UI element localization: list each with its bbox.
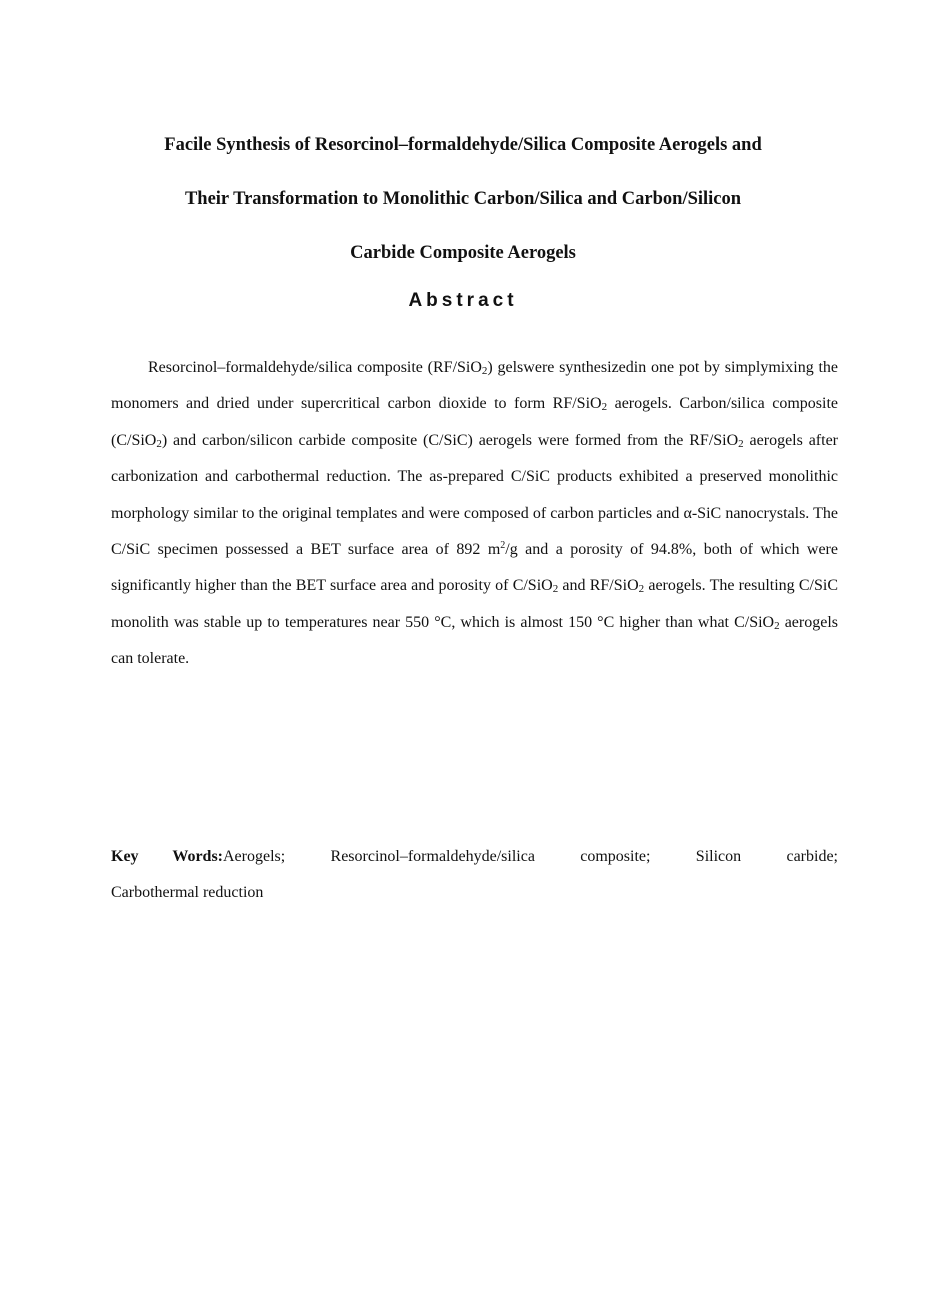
subscript: 2 xyxy=(638,583,645,596)
subscript: 2 xyxy=(481,365,488,377)
subscript: 2 xyxy=(156,437,162,450)
keyword-item: Silicon xyxy=(695,848,742,865)
keyword-group xyxy=(111,839,285,875)
keywords-label xyxy=(111,839,223,875)
abstract-text: and RF/SiO xyxy=(558,577,639,595)
keywords-label-key: Key xyxy=(111,848,139,865)
keywords-line-1 xyxy=(111,839,838,875)
keyword-item: Resorcinol–formaldehyde/silica xyxy=(330,848,535,865)
keyword-item: carbide; xyxy=(786,848,838,865)
abstract-heading: Abstract xyxy=(408,290,518,311)
keyword-item: composite; xyxy=(580,848,651,865)
paper-title xyxy=(100,118,826,280)
abstract-text: aerogels. Carbon/silica composite (C/SiO xyxy=(111,395,838,449)
abstract-body xyxy=(111,350,838,678)
subscript: 2 xyxy=(774,619,780,632)
abstract-paragraph xyxy=(111,350,838,678)
subscript: 2 xyxy=(552,583,559,596)
abstract-text: aerogels. The resulting C/SiC monolith was stable up to temperatures near 550 °C, which is almost 150 °C higher than what C/SiO xyxy=(111,577,838,631)
abstract-text: /g and a porosity of 94.8%, both of which were significantly higher than the BET surface area and porosity of C/SiO xyxy=(111,541,838,595)
keyword-item: Carbothermal reduction xyxy=(111,884,264,902)
title-line-1: Facile Synthesis of Resorcinol–formaldehyde/Silica Composite Aerogels and xyxy=(164,135,762,155)
keywords-block xyxy=(111,839,838,912)
abstract-text: aerogels can tolerate. xyxy=(111,613,838,668)
abstract-text: ) and carbon/silicon carbide composite (C/SiC) aerogels were formed from the RF/SiO xyxy=(161,431,739,449)
title-line-3: Carbide Composite Aerogels xyxy=(350,243,576,263)
abstract-text: aerogels after carbonization and carbothermal reduction. The as-prepared C/SiC products exhibited a preserved monolithic morphology similar to the original templates and were composed of carbon particles and α-SiC nanocrystals. The C/SiC specimen possessed a BET surface area of 892 m xyxy=(111,431,839,559)
keywords-label-words: Words: xyxy=(172,848,223,865)
subscript: 2 xyxy=(738,437,744,450)
keyword-item: Aerogels; xyxy=(223,848,286,865)
title-line-2: Their Transformation to Monolithic Carbon/Silica and Carbon/Silicon xyxy=(184,189,742,209)
keywords-line-2 xyxy=(111,875,838,911)
abstract-text: ) gelswere synthesizedin one pot by simplymixing the monomers and dried under supercritical carbon dioxide to form RF/SiO xyxy=(111,359,839,413)
subscript: 2 xyxy=(601,401,608,414)
superscript: 2 xyxy=(500,540,506,552)
abstract-text: Resorcinol–formaldehyde/silica composite (RF/SiO xyxy=(148,359,482,376)
